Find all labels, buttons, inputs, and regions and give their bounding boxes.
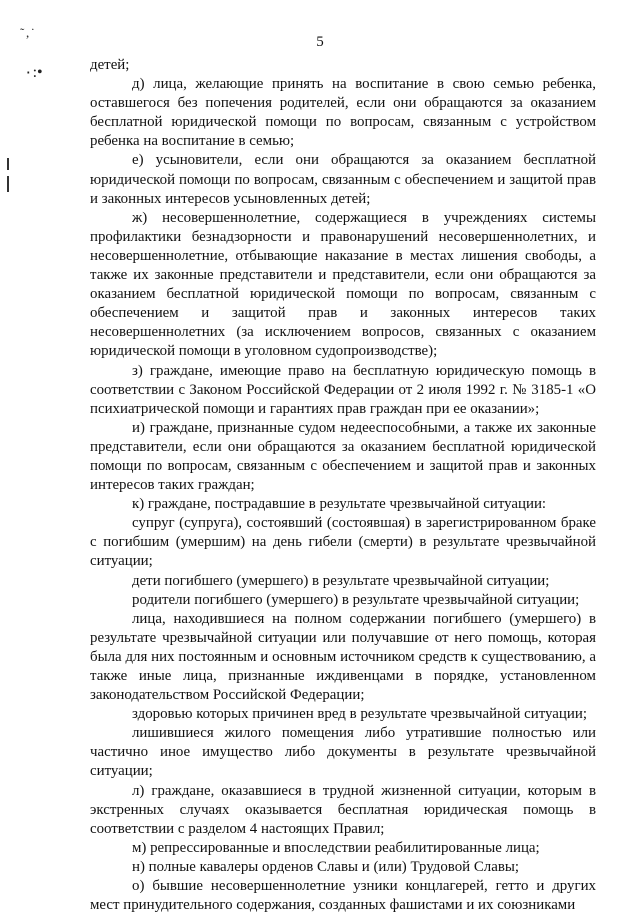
paragraph: л) граждане, оказавшиеся в трудной жизненной ситуации, которым в экстренных случаях оказывается бесплатная юридическая помощь в соответствии с разделом 4 настоящих Правил;	[90, 782, 596, 837]
paragraph: лишившиеся жилого помещения либо утратившие полностью или частично иное имущество либо документы в результате чрезвычайной ситуации;	[90, 725, 596, 780]
paragraph: ж) несовершеннолетние, содержащиеся в учреждениях системы профилактики безнадзорности и правонарушений несовершеннолетних, и несовершеннолетние, отбывающие наказание в местах лишения свободы, а также их законные представители и представители, если они обращаются за оказанием бесплатной юридической помощи по вопросам, связанным с обеспечением и защитой прав и законных интересов таких несовершеннолетних (за исключением вопросов, связанных с оказанием юридической помощи в уголовном судопроизводстве);	[90, 209, 596, 360]
paragraph: дети погибшего (умершего) в результате чрезвычайной ситуации;	[132, 572, 550, 589]
page-number: 5	[316, 34, 324, 50]
paragraph: м) репрессированные и впоследствии реабилитированные лица;	[132, 839, 540, 856]
paragraph: н) полные кавалеры орденов Славы и (или) Трудовой Славы;	[132, 858, 520, 875]
margin-mark: ˜‚˙	[20, 25, 36, 40]
paragraph: детей;	[90, 57, 130, 73]
margin-mark: ٠:•	[24, 64, 43, 81]
paragraph: здоровью которых причинен вред в результате чрезвычайной ситуации;	[132, 706, 587, 723]
paragraph: к) граждане, пострадавшие в результате чрезвычайной ситуации:	[132, 496, 547, 513]
binding-mark	[7, 176, 9, 192]
paragraph: родители погибшего (умершего) в результате чрезвычайной ситуации;	[132, 591, 580, 608]
binding-mark	[7, 158, 9, 170]
paragraph: е) усыновители, если они обращаются за оказанием бесплатной юридической помощи по вопросам, связанным с обеспечением и защитой прав и законных интересов усыновленных детей;	[90, 152, 596, 207]
paragraph: д) лица, желающие принять на воспитание в свою семью ребенка, оставшегося без попечения родителей, если они обращаются за оказанием бесплатной юридической помощи по вопросам, связанным с устройством ребенка на воспитание в семью;	[90, 76, 596, 150]
paragraph: и) граждане, признанные судом недееспособными, а также их законные представители, если они обращаются за оказанием бесплатной юридической помощи по вопросам, связанным с обеспечением и защитой прав и законных интересов таких граждан;	[90, 419, 596, 494]
paragraph: з) граждане, имеющие право на бесплатную юридическую помощь в соответствии с Законом Российской Федерации от 2 июля 1992 г. № 3185-1 «О психиатрической помощи и гарантиях прав граждан при ее оказании»;	[90, 362, 596, 417]
paragraph: лица, находившиеся на полном содержании погибшего (умершего) в результате чрезвычайной ситуации или получавшие от него помощь, которая была для них постоянным и основным источником средств к существованию, а также иные лица, признанные иждивенцами в порядке, установленном законодательством Российской Федерации;	[90, 610, 596, 704]
paragraph: о) бывшие несовершеннолетние узники концлагерей, гетто и других мест принудительного содержания, созданных фашистами и их союзниками	[90, 878, 596, 914]
paragraph: супруг (супруга), состоявший (состоявшая) в зарегистрированном браке с погибшим (умершим) на день гибели (смерти) в результате чрезвычайной ситуации;	[90, 515, 596, 570]
document-body	[90, 56, 596, 915]
